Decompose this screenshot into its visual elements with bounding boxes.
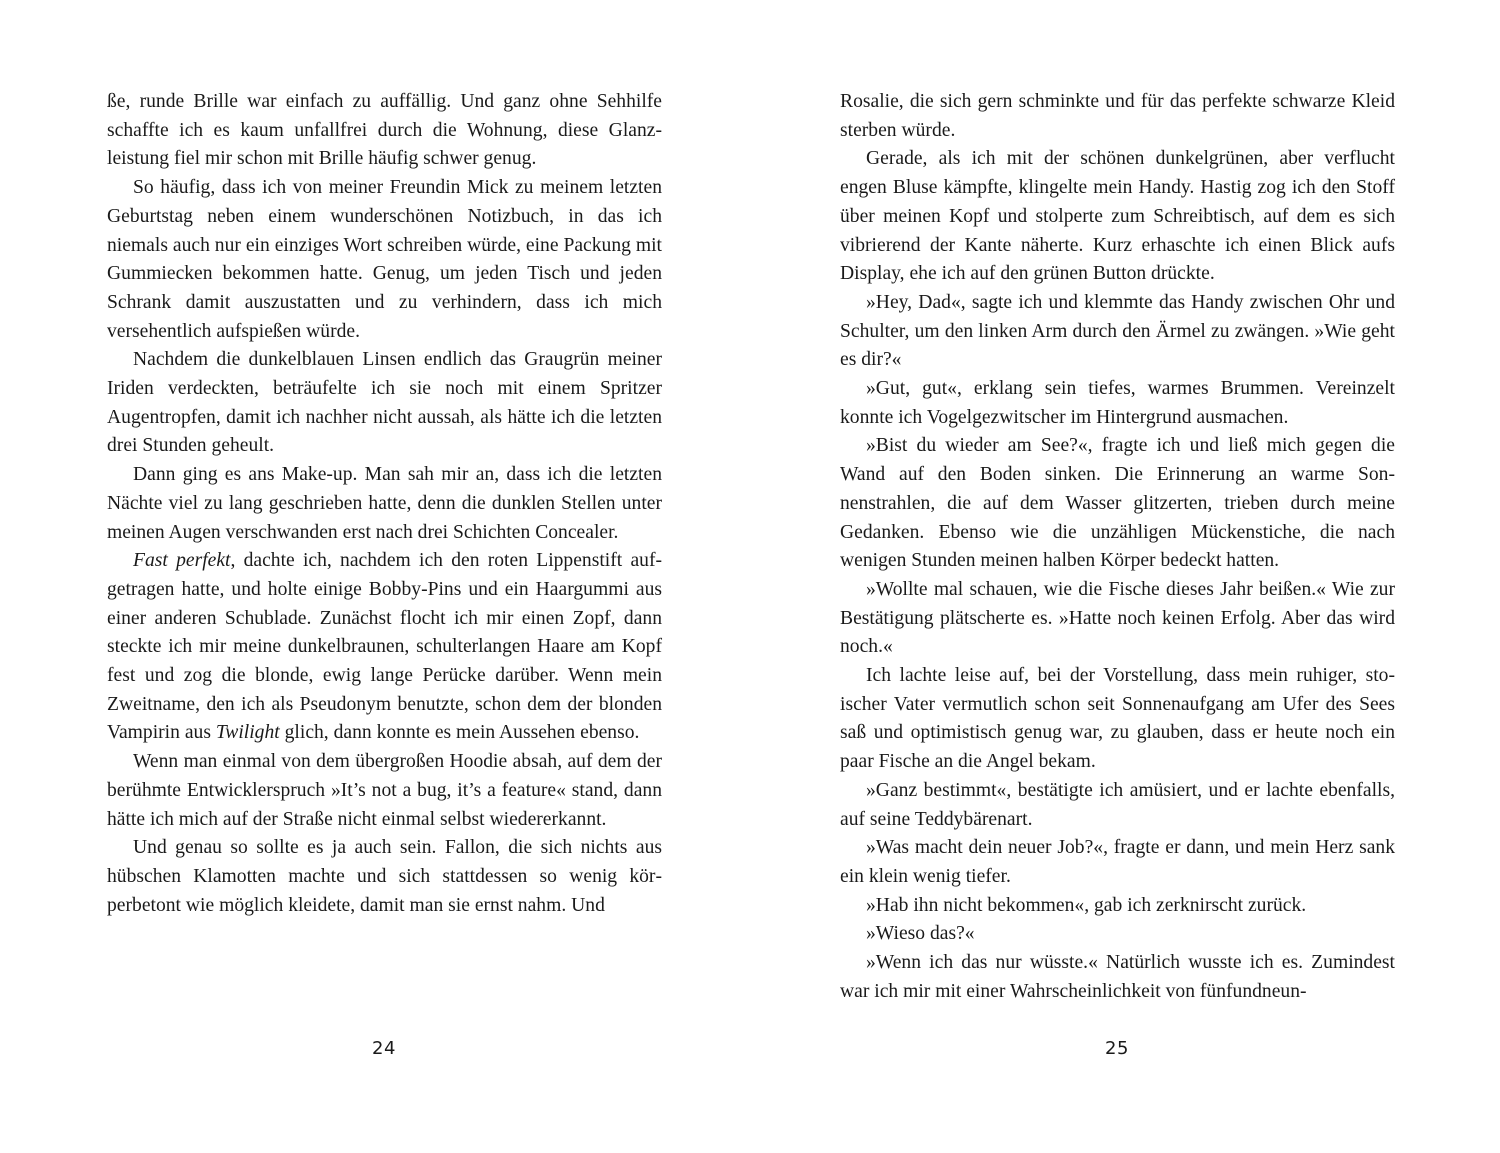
right-page	[840, 88, 1395, 1007]
text-run: glich, dann konnte es mein Aussehen ebenso.	[279, 722, 640, 744]
paragraph	[840, 920, 1395, 949]
text-run: Dann ging es ans Make-up. Man sah mir an, dass ich die letzten Nächte viel zu lang geschrieben hatte, denn die dunklen Stellen unter meinen Augen verschwanden erst nach drei Schichten Concealer.	[107, 464, 662, 543]
text-run: , dachte ich, nachdem ich den roten Lippenstift aufgetragen hatte, und holte einige Bobby-Pins und ein Haargummi aus einer anderen Schublade. Zunächst flocht ich mir einen Zopf, dann steckte ich mir meine dunkelbraunen, schulterlangen Haare am Kopf fest und zog die blonde, ewig lange Perücke darüber. Wenn mein Zweitname, den ich als Pseudonym benutzte, schon dem der blonden Vampirin aus	[107, 550, 662, 744]
text-run: Wenn man einmal von dem übergroßen Hoodie absah, auf dem der berühmte Entwicklerspruch »It’s not a bug, it’s a feature« stand, dann hätte ich mich auf der Straße nicht einmal selbst wiedererkannt.	[107, 751, 662, 830]
paragraph	[107, 174, 662, 346]
text-run: »Was macht dein neuer Job?«, fragte er dann, und mein Herz sank ein klein wenig tiefer.	[840, 837, 1395, 887]
right-page-text	[840, 88, 1395, 1007]
paragraph	[107, 547, 662, 748]
paragraph	[840, 834, 1395, 891]
paragraph	[840, 432, 1395, 576]
text-run: »Hab ihn nicht bekommen«, gab ich zerknirscht zurück.	[866, 894, 1307, 916]
text-run: »Hey, Dad«, sagte ich und klemmte das Handy zwischen Ohr und Schulter, um den linken Arm durch den Ärmel zu zwängen. »Wie geht es dir?«	[840, 291, 1395, 371]
text-run: »Ganz bestimmt«, bestätigte ich amüsiert, und er lachte ebenfalls, auf seine Teddybärenart.	[840, 779, 1395, 830]
paragraph	[840, 289, 1395, 375]
text-run: »Wollte mal schauen, wie die Fische dieses Jahr beißen.« Wie zur Bestätigung plätscherte es. »Hatte noch keinen Erfolg. Aber das wird noch.«	[840, 578, 1395, 658]
paragraph	[107, 748, 662, 834]
paragraph	[840, 88, 1395, 145]
paragraph	[107, 88, 662, 174]
page-number-left: 24	[372, 1038, 396, 1059]
paragraph	[840, 576, 1395, 662]
text-run: Rosalie, die sich gern schminkte und für das perfekte schwarze Kleid sterben würde.	[840, 91, 1395, 141]
paragraph	[107, 461, 662, 547]
text-run: Und genau so sollte es ja auch sein. Fallon, die sich nichts aus hübschen Klamotten machte und sich stattdessen so wenig körperbetont wie möglich kleidete, damit man sie ernst nahm. Und	[107, 837, 662, 916]
page-number-right: 25	[1105, 1038, 1129, 1059]
paragraph	[840, 949, 1395, 1006]
text-run: Ich lachte leise auf, bei der Vorstellung, dass mein ruhiger, stoischer Vater vermutlich schon seit Sonnenaufgang am Ufer des Sees saß und optimistisch genug war, zu glauben, dass er heute noch ein paar Fische an die Angel bekam.	[840, 665, 1395, 773]
italic-text: Twilight	[215, 722, 280, 744]
text-run: Gerade, als ich mit der schönen dunkelgrünen, aber verflucht engen Bluse kämpfte, klingelte mein Handy. Hastig zog ich den Stoff über meinen Kopf und stolperte zum Schreibtisch, auf dem es sich vibrierend der Kante näherte. Kurz erhaschte ich einen Blick aufs Display, ehe ich auf den grünen Button drückte.	[840, 148, 1395, 285]
text-run: So häufig, dass ich von meiner Freundin Mick zu meinem letzten Geburtstag neben einem wunderschönen Notizbuch, in das ich niemals auch nur ein einziges Wort schreiben würde, eine Packung mit Gummiecken bekommen hatte. Genug, um jeden Tisch und jeden Schrank damit auszustatten und zu verhindern, dass ich mich versehentlich aufspießen würde.	[107, 177, 662, 342]
italic-text: Fast perfekt	[133, 550, 231, 572]
text-run: »Wenn ich das nur wüsste.« Natürlich wusste ich es. Zumindest war ich mir mit einer Wahrscheinlichkeit von fünfundneun-	[840, 952, 1395, 1002]
paragraph	[840, 892, 1395, 921]
paragraph	[840, 375, 1395, 432]
paragraph	[840, 662, 1395, 777]
paragraph	[107, 834, 662, 920]
text-run: »Gut, gut«, erklang sein tiefes, warmes Brummen. Vereinzelt konnte ich Vogelgezwitscher im Hintergrund ausmachen.	[840, 378, 1395, 428]
left-page	[107, 88, 662, 920]
text-run: »Bist du wieder am See?«, fragte ich und ließ mich gegen die Wand auf den Boden sinken. Die Erinnerung an warme Sonnenstrahlen, die auf dem Wasser glitzerten, trieben durch meine Gedanken. Ebenso wie die unzähligen Mückenstiche, die nach wenigen Stunden meinen halben Körper bedeckt hatten.	[840, 435, 1395, 572]
text-run: »Wieso das?«	[866, 923, 975, 945]
paragraph	[840, 777, 1395, 834]
text-run: ße, runde Brille war einfach zu auffällig. Und ganz ohne Sehhilfe schaffte ich es kaum unfallfrei durch die Wohnung, diese Glanzleistung fiel mir schon mit Brille häufig schwer genug.	[107, 91, 662, 170]
paragraph	[840, 145, 1395, 289]
text-run: Nachdem die dunkelblauen Linsen endlich das Graugrün meiner Iriden verdeckten, beträufelte ich sie noch mit einem Spritzer Augentropfen, damit ich nachher nicht aussah, als hätte ich die letzten drei Stunden geheult.	[107, 349, 662, 457]
left-page-text	[107, 88, 662, 920]
paragraph	[107, 346, 662, 461]
